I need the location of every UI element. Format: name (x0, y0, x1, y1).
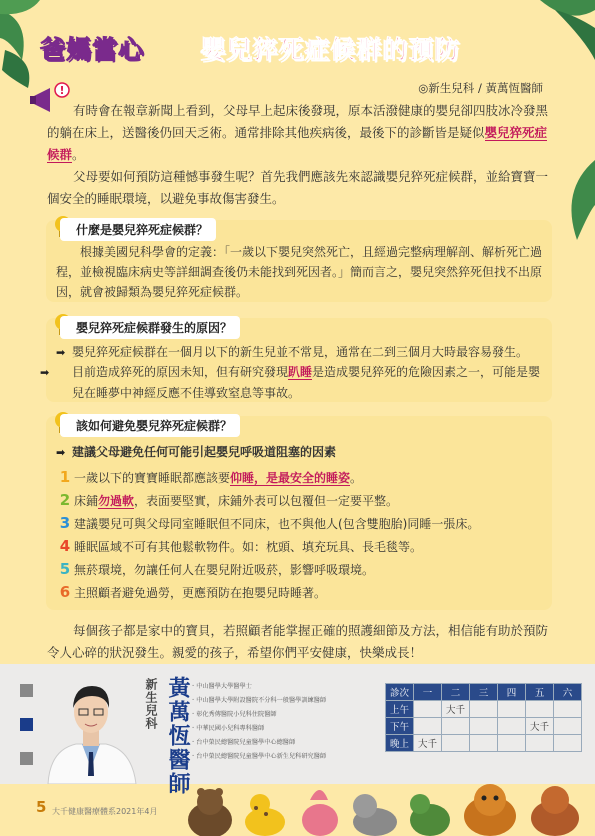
schedule-cell (442, 718, 470, 735)
decor-square (20, 684, 33, 697)
section-causes (40, 318, 552, 402)
author-credit: ◎新生兒科 / 黃萬恆醫師 (418, 81, 543, 95)
cv-item: ・ 台中榮民總醫院兒童醫學中心新生兒科研究醫師 (190, 750, 340, 764)
schedule-cell (414, 701, 442, 718)
schedule-cell (526, 735, 554, 752)
schedule-cell (554, 718, 582, 735)
schedule-cell (470, 718, 498, 735)
schedule-session-label: 上午 (386, 701, 414, 718)
schedule-cell (414, 718, 442, 735)
schedule-day-header: 三 (470, 684, 498, 701)
schedule-cell (526, 701, 554, 718)
number-badge: 4 (59, 537, 71, 555)
schedule-day-header: 一 (414, 684, 442, 701)
section-body: 根據美國兒科學會的定義：「一歲以下嬰兒突然死亡，且經過完整病理解剖、解析死亡過程，並檢視臨床病史等詳細調查後仍未能找到死因者。」簡而言之，嬰兒突然猝死但找不出原因，就會被歸類為嬰兒猝死症候群。 (56, 245, 543, 299)
decor-square (20, 718, 33, 731)
prevention-text: 一歲以下的寶寶睡眠都應該要 (74, 471, 231, 485)
section-heading: 該如何避免嬰兒猝死症候群？ (60, 414, 240, 437)
intro-paragraph-2: 父母要如何預防這種憾事發生呢？首先我們應該先來認識嬰兒猝死症候群，並給寶寶一個安全的睡眠環境，以避免事故傷害發生。 (47, 169, 549, 206)
doctor-name: 黃萬恆醫師 (165, 676, 190, 796)
cause-text-b: 是造成嬰兒猝死的危險因素之一，可能是嬰兒在睡夢中神經反應不佳導致窒息等事故。 (72, 365, 541, 400)
arrow-right-icon: ➡ (56, 446, 66, 459)
intro-paragraph-1 (47, 100, 552, 166)
prevention-highlight: 仰睡，是最安全的睡姿 (230, 471, 351, 485)
svg-text:!: ! (59, 84, 65, 97)
prevention-subheading (56, 442, 544, 463)
intro-text: 有時會在報章新聞上看到，父母早上起床後發現，原本活潑健康的嬰兒卻四肢冰冷發黑的躺在床上，送醫後仍回天乏術。通常排除其他疾病後，最後下的診斷皆是疑似 (47, 103, 549, 140)
footer-text: 大千健康醫療體系2021年4月 (52, 807, 158, 816)
intro-end: 。 (72, 147, 85, 162)
prevention-text: 主照顧者避免過勞，更應預防在抱嬰兒時睡著。 (74, 586, 327, 600)
schedule-day-header: 四 (498, 684, 526, 701)
prevention-text: 無菸環境，勿讓任何人在嬰兒附近吸菸，影響呼吸環境。 (74, 563, 375, 577)
prevention-item (58, 468, 362, 488)
cv-item: ・ 中山醫學大學醫學士 (190, 680, 340, 694)
number-badge: 2 (59, 491, 71, 509)
prevention-item (58, 560, 374, 580)
title-left: 爸媽當心 (40, 35, 145, 64)
prevention-highlight: 勿過軟 (98, 494, 135, 508)
cv-item: ・ 中山醫學大學附設醫院不分科一般醫學訓練醫師 (190, 694, 340, 708)
section-heading: 嬰兒猝死症候群發生的原因？ (60, 316, 240, 339)
page-title (40, 30, 555, 74)
section-heading: 什麼是嬰兒猝死症候群？ (60, 218, 216, 241)
prevention-item (58, 537, 422, 557)
prevention-item (58, 583, 326, 603)
closing-paragraph: 每個孩子都是家中的寶貝，若照顧者能掌握正確的照護細節及方法，相信能有助於預防令人心碎的狀況發生。親愛的孩子，希望你們平安健康，快樂成長！ (47, 623, 549, 660)
arrow-right-icon: ➡ (40, 366, 50, 379)
number-badge: 3 (59, 514, 71, 532)
doctor-department: 新生兒科 (144, 678, 158, 730)
schedule-session-label: 下午 (386, 718, 414, 735)
schedule-day-header: 五 (526, 684, 554, 701)
schedule-cell (498, 735, 526, 752)
intro-highlight: 嬰兒猝死症候群 (47, 125, 548, 162)
cause-text: 嬰兒猝死症候群在一個月以下的新生兒並不常見，通常在二到三個月大時最容易發生。 (72, 345, 529, 359)
cause-highlight: 趴睡 (288, 365, 313, 379)
animal-illustration (170, 770, 595, 836)
schedule-session-label: 晚上 (386, 735, 414, 752)
schedule-cell (498, 718, 526, 735)
section-what-is (46, 220, 552, 302)
prevention-text-b: ，表面要堅實，床鋪外表可以包覆但一定要平整。 (134, 494, 399, 508)
schedule-day-header: 六 (554, 684, 582, 701)
prevention-item (58, 514, 479, 534)
arrow-right-icon: ➡ (56, 346, 66, 359)
subheading-text: 建議父母避免任何可能引起嬰兒呼吸道阻塞的因素 (72, 445, 337, 459)
clinic-schedule-table (385, 683, 582, 752)
cause-item-1 (56, 342, 544, 363)
cause-text: 目前造成猝死的原因未知，但有研究發現 (72, 365, 289, 379)
number-badge: 6 (59, 583, 71, 601)
section-prevention (46, 416, 552, 610)
schedule-cell (442, 735, 470, 752)
number-badge: 1 (59, 468, 71, 486)
schedule-cell: 大千 (414, 735, 442, 752)
page-number: 5 (36, 798, 47, 816)
leaf-decoration-right-mid (555, 160, 595, 250)
schedule-cell: 大千 (526, 718, 554, 735)
cv-item: ・ 彰化秀傳醫院小兒科住院醫師 (190, 708, 340, 722)
doctor-photo (42, 672, 140, 784)
title-right: 嬰兒猝死症候群的預防 (200, 35, 461, 64)
schedule-cell (470, 701, 498, 718)
cause-item-2 (40, 362, 544, 403)
schedule-day-header: 二 (442, 684, 470, 701)
prevention-text-b: 。 (350, 471, 363, 485)
prevention-text: 建議嬰兒可與父母同室睡眠但不同床，也不與他人(包含雙胞胎)同睡一張床。 (74, 517, 480, 531)
cv-item: ・ 台中榮民總醫院兒童醫學中心總醫師 (190, 736, 340, 750)
decor-square (20, 752, 33, 765)
number-badge: 5 (59, 560, 71, 578)
schedule-cell (554, 701, 582, 718)
doctor-cv-list (190, 680, 340, 764)
prevention-text: 睡眠區域不可有其他鬆軟物件。如：枕頭、填充玩具、長毛毯等。 (74, 540, 423, 554)
prevention-text: 床鋪 (74, 494, 99, 508)
schedule-cell (498, 701, 526, 718)
schedule-corner: 診次 (386, 684, 414, 701)
schedule-cell (470, 735, 498, 752)
schedule-cell: 大千 (442, 701, 470, 718)
prevention-item (58, 491, 398, 511)
schedule-cell (554, 735, 582, 752)
cv-item: ・ 中華民國小兒科專科醫師 (190, 722, 340, 736)
